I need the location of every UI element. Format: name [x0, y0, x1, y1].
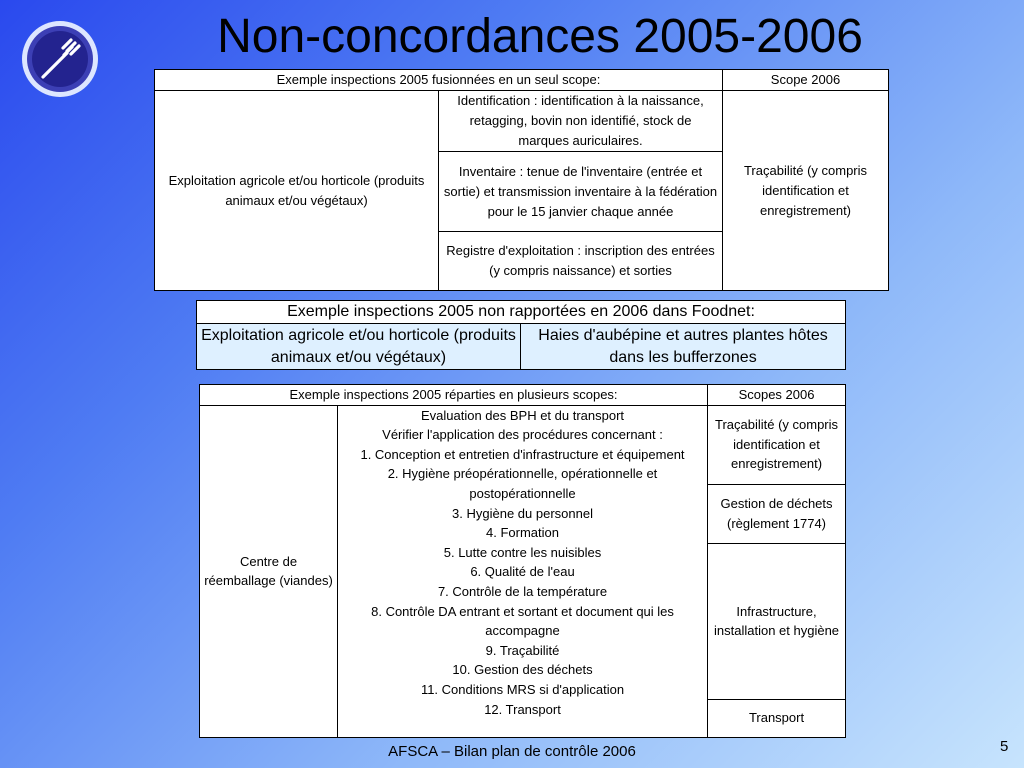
table-cell-scope: Traçabilité (y compris identification et enregistrement) [708, 405, 846, 484]
slide-title: Non-concordances 2005-2006 [217, 10, 863, 63]
procedure-line: 5. Lutte contre les nuisibles [443, 544, 602, 560]
table-header: Exemple inspections 2005 réparties en plusieurs scopes: [200, 385, 708, 406]
procedure-line: 11. Conditions MRS si d'application [420, 681, 625, 697]
procedure-line: 4. Formation [486, 525, 559, 541]
table-cell-inspection: Registre d'exploitation : inscription des entrées (y compris naissance) et sorties [439, 232, 723, 291]
table-cell-scope: Transport [708, 699, 846, 737]
table-cell-inspection: Inventaire : tenue de l'inventaire (entrée et sortie) et transmission inventaire à la fédération pour le 15 janvier chaque année [439, 152, 723, 232]
procedure-line: Evaluation des BPH et du transport [420, 407, 625, 423]
procedure-line: 12. Transport [484, 701, 561, 717]
table-cell-operator: Centre de réemballage (viandes) [200, 405, 338, 737]
procedure-line: 8. Contrôle DA entrant et sortant et document qui les accompagne [371, 603, 674, 639]
procedure-line: 7. Contrôle de la température [437, 583, 608, 599]
split-scope-table [199, 384, 846, 738]
table-cell-inspection: Haies d'aubépine et autres plantes hôtes dans les bufferzones [521, 324, 846, 370]
table-cell-procedures [338, 405, 708, 737]
procedure-line: 6. Qualité de l'eau [470, 564, 575, 580]
table-cell-scope: Traçabilité (y compris identification et enregistrement) [723, 91, 889, 291]
procedure-line: 2. Hygiène préopérationnelle, opérationnelle et postopérationnelle [387, 466, 658, 501]
table-header: Scopes 2006 [708, 385, 846, 406]
table-cell-scope: Infrastructure, installation et hygiène [708, 543, 846, 699]
table-header: Exemple inspections 2005 non rapportées en 2006 dans Foodnet: [197, 301, 846, 324]
afsca-logo [21, 20, 99, 98]
table-header: Scope 2006 [723, 70, 889, 91]
procedure-line: 3. Hygiène du personnel [452, 505, 593, 521]
procedure-line: Vérifier l'application des procédures concernant : [382, 427, 663, 443]
table-cell-inspection: Identification : identification à la naissance, retagging, bovin non identifié, stock de marques auriculaires. [439, 91, 723, 152]
not-reported-table [196, 300, 846, 370]
page-number: 5 [1000, 738, 1009, 755]
table-cell-operator: Exploitation agricole et/ou horticole (produits animaux et/ou végétaux) [197, 324, 521, 370]
table-header: Exemple inspections 2005 fusionnées en un seul scope: [155, 70, 723, 91]
procedure-line: 9. Traçabilité [485, 642, 560, 658]
table-cell-operator: Exploitation agricole et/ou horticole (produits animaux et/ou végétaux) [155, 91, 439, 291]
slide-footer: AFSCA – Bilan plan de contrôle 2006 [388, 743, 636, 760]
procedure-line: 1. Conception et entretien d'infrastructure et équipement [360, 446, 685, 462]
procedure-line: 10. Gestion des déchets [452, 662, 593, 678]
table-cell-scope: Gestion de déchets (règlement 1774) [708, 484, 846, 543]
merged-scope-table [154, 69, 889, 291]
